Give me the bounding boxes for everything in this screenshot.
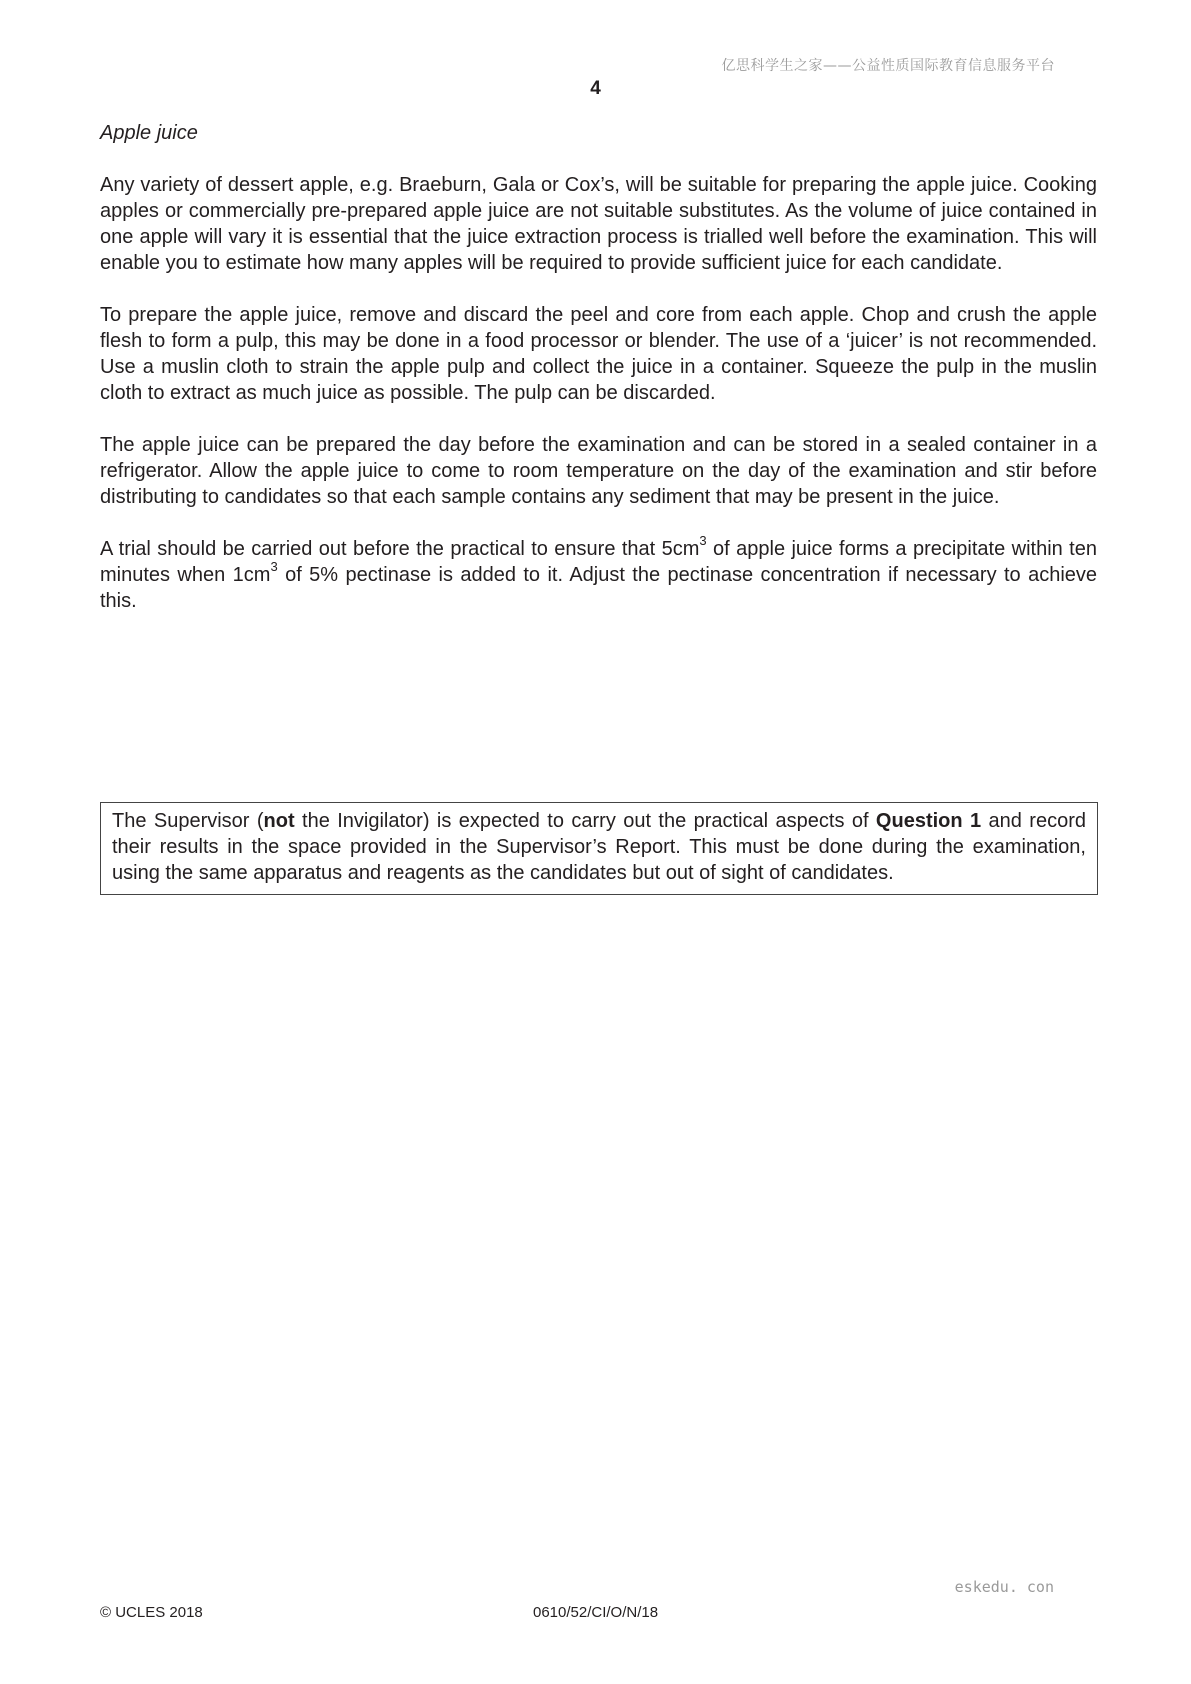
paragraph-2: To prepare the apple juice, remove and discard the peel and core from each apple. Chop and crush the apple flesh to form a pulp, this may be done in a food processor or blender. The use of a ‘juicer’ is not recommended. Use a muslin cloth to strain the apple pulp and collect the juice in a container. Squeeze the pulp in the muslin cloth to extract as much juice as possible. The pulp can be discarded. xyxy=(100,304,1097,404)
notice-text-2: the Invigilator) is expected to carry out the practical aspects of xyxy=(294,810,876,832)
unit-cm-2: cm xyxy=(243,564,271,586)
paragraph-4-text-1: A trial should be carried out before the practical to ensure that 5 xyxy=(100,538,673,560)
notice-bold-not: not xyxy=(263,810,295,832)
paragraph-4-text-3: of 5% pectinase is added to it. Adjust the pectinase concentration if necessary to achieve this. xyxy=(100,564,1098,612)
footer-watermark: eskedu. con xyxy=(954,1578,1054,1596)
notice-text-1: The Supervisor ( xyxy=(112,810,264,832)
unit-cm-1: cm xyxy=(672,538,700,560)
notice-text-3: and record their results in the space provided in the Supervisor’s Report. This must be done during the examination, using the same apparatus and reagents as the candidates but out of sight of candidates. xyxy=(112,810,1086,884)
paragraph-4 xyxy=(100,533,1098,614)
notice-bold-question: Question 1 xyxy=(875,810,982,832)
paragraph-3: The apple juice can be prepared the day before the examination and can be stored in a sealed container in a refrigerator. Allow the apple juice to come to room temperature on the day of the examination and stir before distributing to candidates so that each sample contains any sediment that may be present in the juice. xyxy=(100,434,1097,508)
supervisor-notice-box xyxy=(100,802,1098,895)
page-number: 4 xyxy=(590,78,601,99)
superscript-1: 3 xyxy=(699,533,707,549)
header-watermark: 亿思科学生之家——公益性质国际教育信息服务平台 xyxy=(721,58,1055,74)
footer-paper-code: 0610/52/CI/O/N/18 xyxy=(533,1604,659,1621)
section-heading: Apple juice xyxy=(100,122,198,144)
main-content xyxy=(100,120,1097,640)
footer-copyright: © UCLES 2018 xyxy=(100,1604,203,1621)
paragraph-4-text-2: of apple juice forms a precipitate within ten minutes when 1 xyxy=(100,538,1097,586)
superscript-2: 3 xyxy=(270,559,278,575)
paragraph-1: Any variety of dessert apple, e.g. Braeburn, Gala or Cox’s, will be suitable for preparing the apple juice. Cooking apples or commercially pre-prepared apple juice are not suitable substitutes. As the volume of juice contained in one apple will vary it is essential that the juice extraction process is trialled well before the examination. This will enable you to estimate how many apples will be required to provide sufficient juice for each candidate. xyxy=(100,174,1097,274)
